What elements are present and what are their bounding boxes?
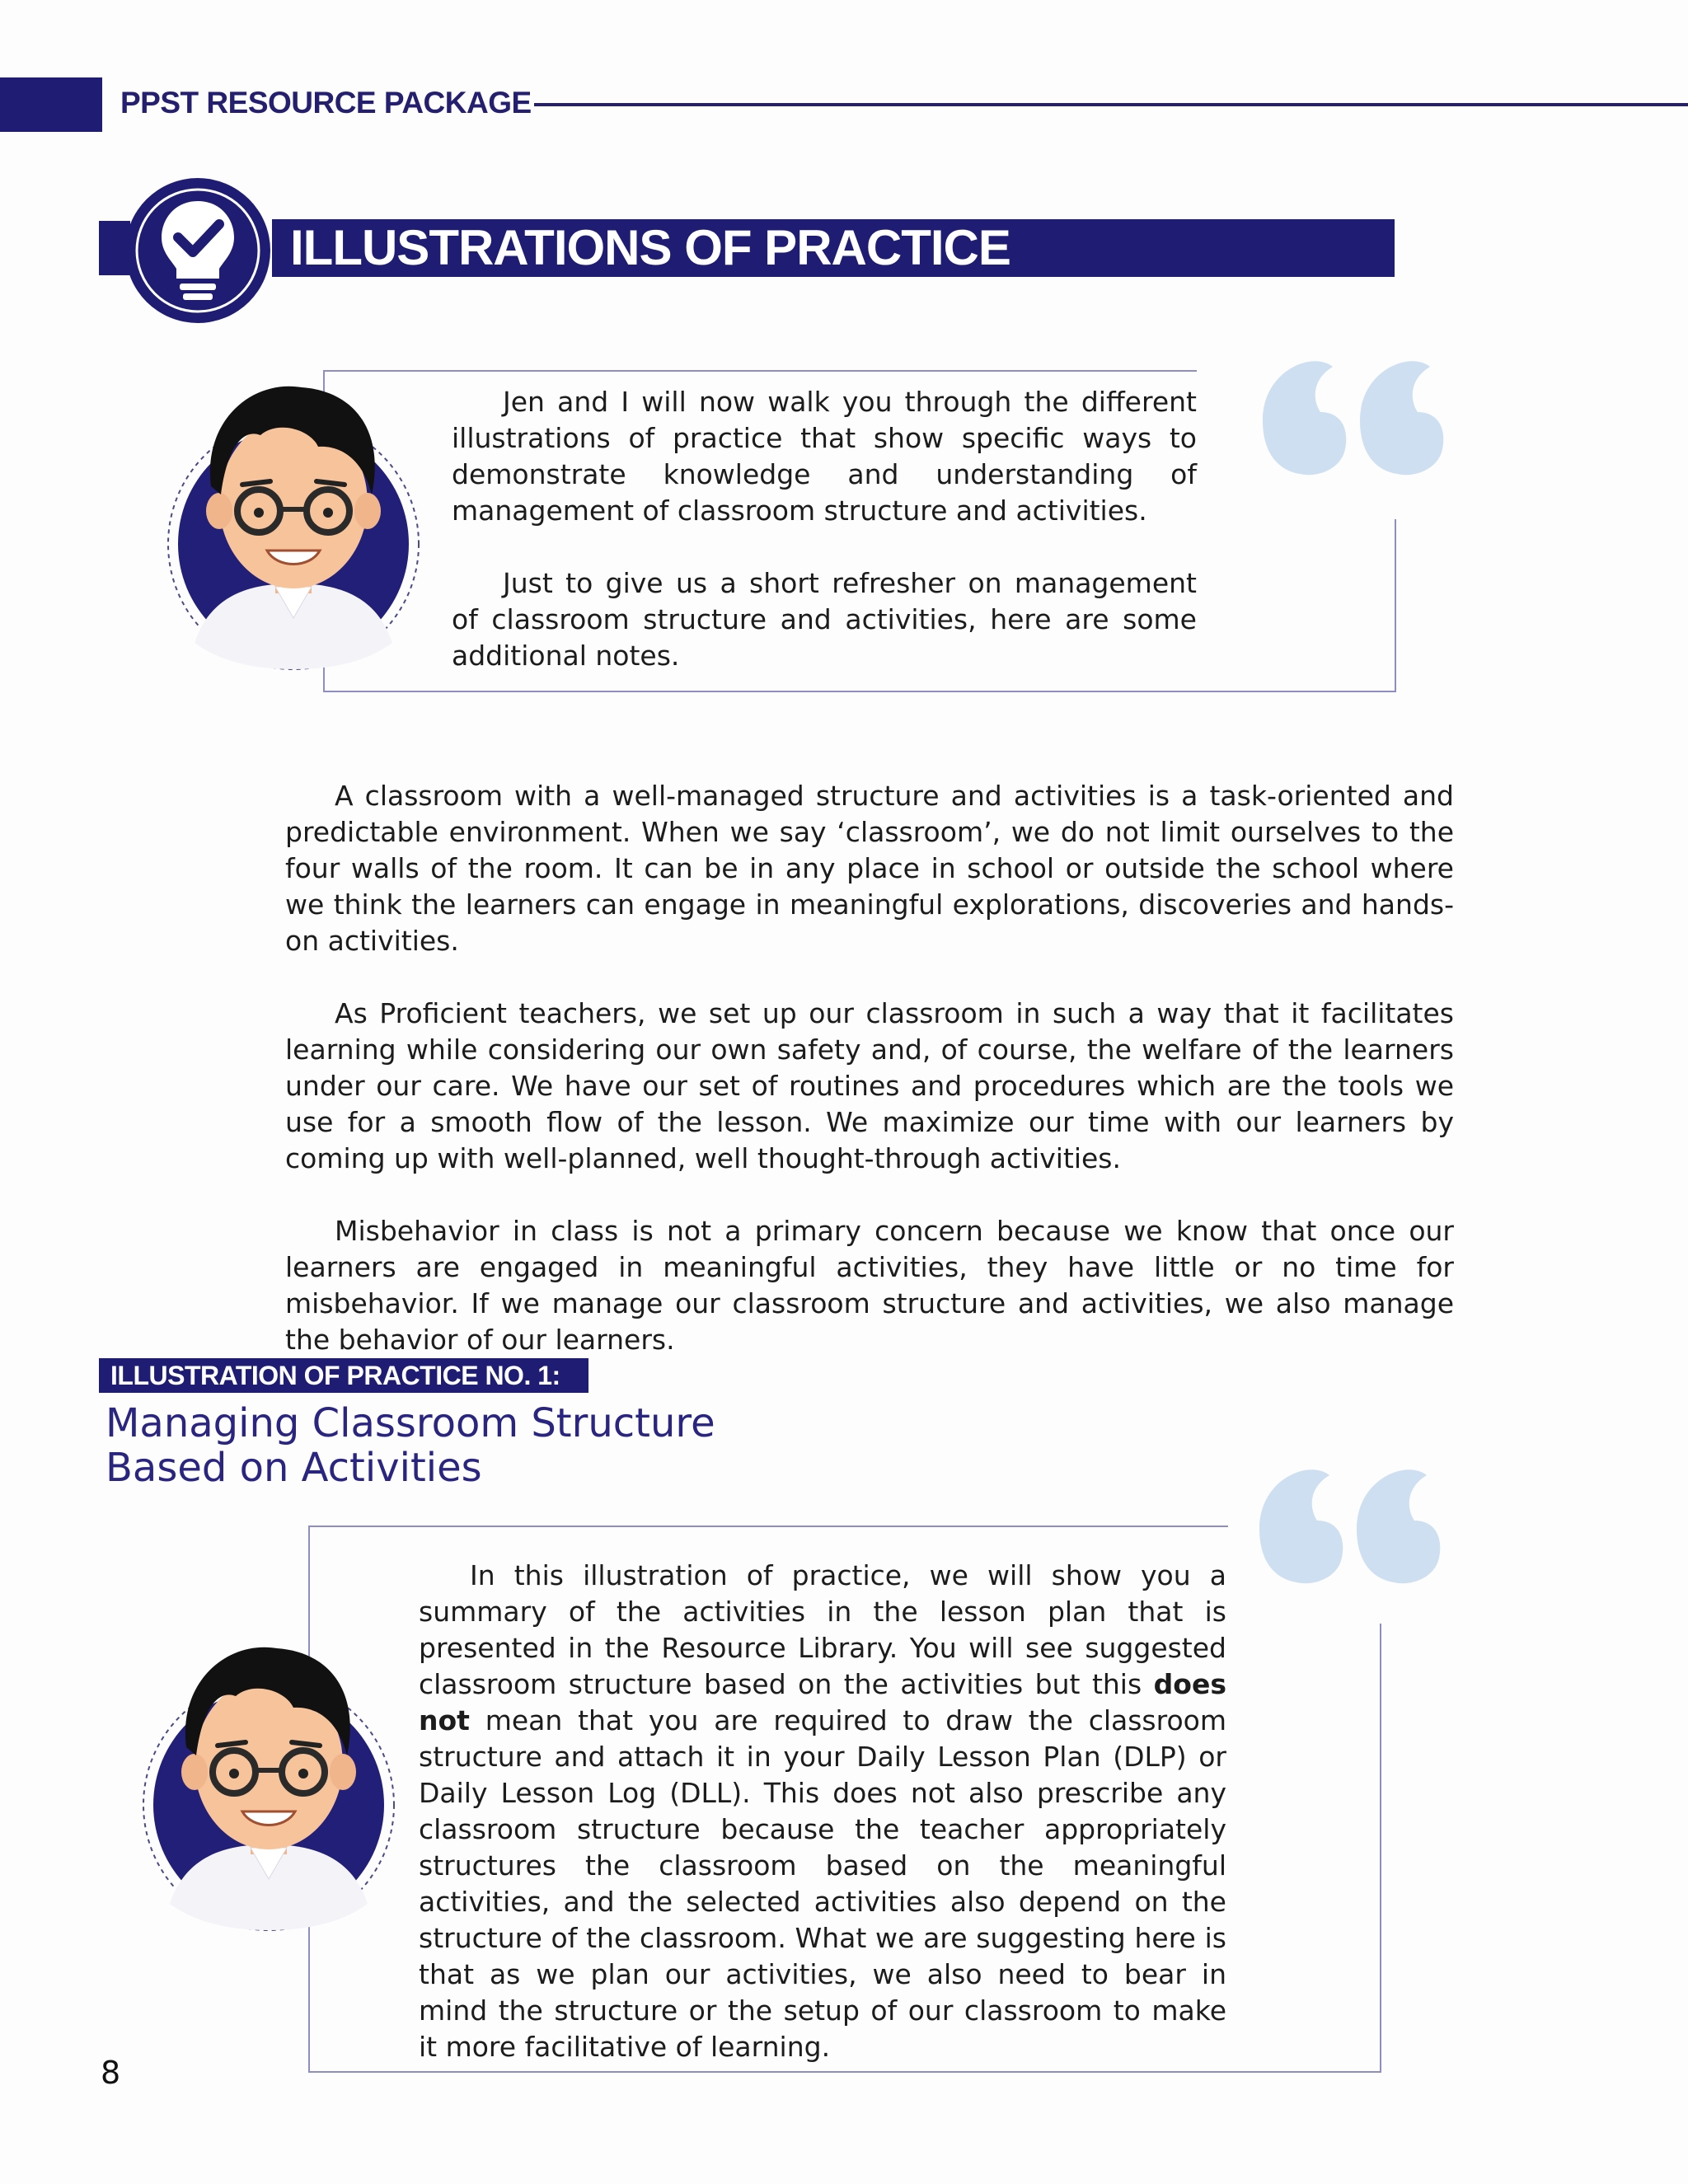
teacher-avatar-2 bbox=[137, 1632, 401, 1961]
body-paragraph: As Proficient teachers, we set up our classroom in such a way that it facilitates learning while considering our own safety and, of course, the welfare of the learners under our care. We have our set of routines and procedures which are the tools we use for a smooth flow of the lesson. We maximize our time with our learners by coming up with well-planned, well thought-through activities. bbox=[285, 997, 1454, 1174]
page-number: 8 bbox=[101, 2055, 121, 2091]
header-title: PPST RESOURCE PACKAGE bbox=[120, 86, 532, 120]
lightbulb-check-icon bbox=[124, 176, 272, 325]
header-accent-block bbox=[0, 77, 102, 132]
iop1-text-bold: does not bbox=[419, 1668, 1226, 1736]
teacher-avatar-1 bbox=[162, 371, 425, 701]
quote-marks-icon bbox=[1254, 346, 1444, 494]
iop1-text-after: mean that you are required to draw the classroom structure and attach it in your Daily Lesson Plan (DLP) or Daily Lesson Log (DLL). This does not also prescribe any classroom structure because the teacher appropriately structures the classroom based on the meaningful activities, and the selected activities also depend on the structure of the classroom. What we are suggesting here is that as we plan our activities, we also need to bear in mind the structure or the setup of our classroom to make it more facilitative of learning. bbox=[419, 1704, 1226, 2063]
body-text bbox=[285, 778, 1454, 1358]
quote-marks-icon bbox=[1251, 1455, 1441, 1603]
iop-title-line-1: Managing Classroom Structure bbox=[106, 1400, 715, 1446]
intro-quote-paragraph: Just to give us a short refresher on management of classroom structure and activities, here are some additional notes. bbox=[452, 567, 1197, 672]
intro-quote-paragraph: Jen and I will now walk you through the different illustrations of practice that show specific ways to demonstrate knowledge and understanding of management of classroom structure and activities. bbox=[452, 386, 1197, 527]
iop1-quote-text bbox=[419, 1558, 1226, 2065]
iop1-text-before: In this illustration of practice, we will show you a summary of the activities in the lesson plan that is presented in the Resource Library. You will see suggested classroom structure based on the activities but this bbox=[419, 1559, 1226, 1700]
intro-quote-text bbox=[452, 384, 1197, 674]
iop1-quote-paragraph bbox=[419, 1558, 1226, 2065]
section-title: ILLUSTRATIONS OF PRACTICE bbox=[290, 220, 1010, 275]
iop-title bbox=[106, 1401, 765, 1490]
iop-label: ILLUSTRATION OF PRACTICE NO. 1: bbox=[110, 1361, 560, 1390]
body-paragraph: A classroom with a well-managed structure and activities is a task-oriented and predictable environment. When we say ‘classroom’, we do not limit ourselves to the four walls of the room. It can be in any place in school or outside the school where we think the learners can engage in meaningful explorations, discoveries and hands-on activities. bbox=[285, 780, 1454, 957]
body-paragraph: Misbehavior in class is not a primary concern because we know that once our learners are engaged in meaningful activities, they have little or no time for misbehavior. If we manage our classroom structure and activities, we also manage the behavior of our learners. bbox=[285, 1215, 1454, 1356]
header-rule bbox=[534, 103, 1688, 106]
iop-title-line-2: Based on Activities bbox=[106, 1445, 482, 1491]
